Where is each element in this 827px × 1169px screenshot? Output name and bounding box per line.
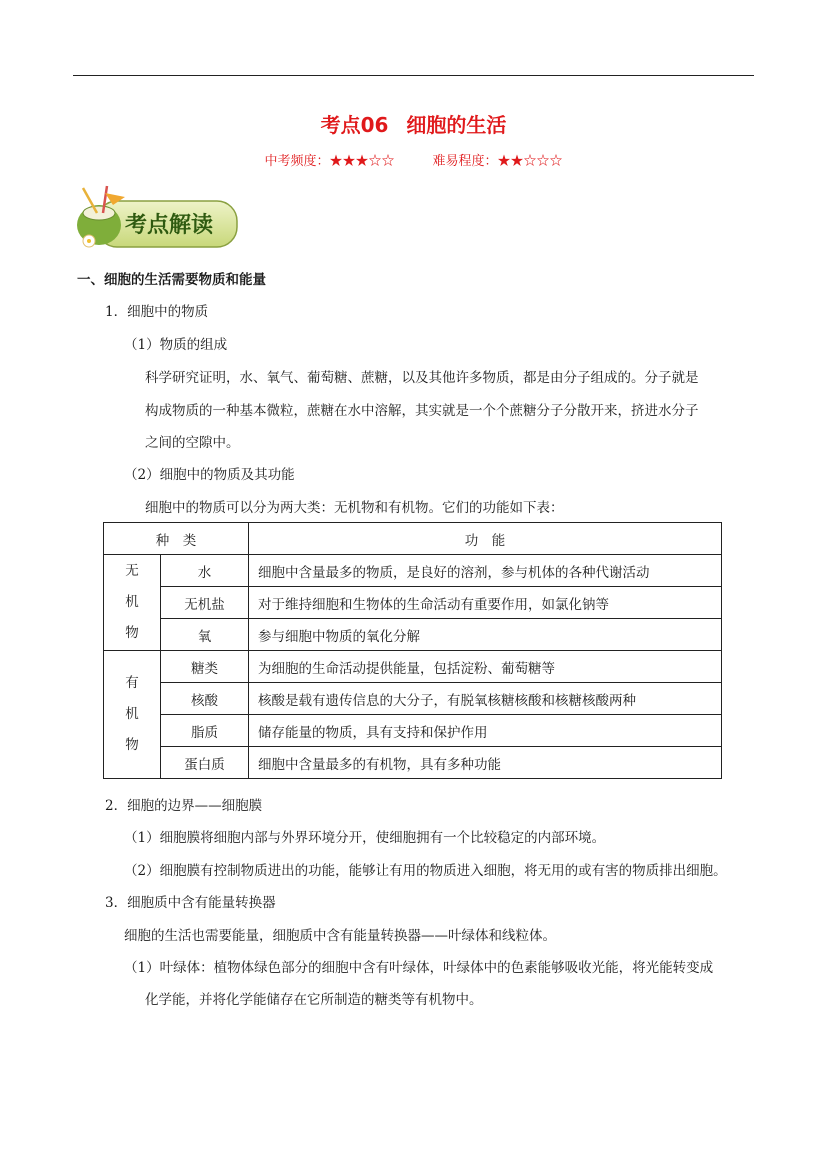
paragraph-line: （1）叶绿体：植物体绿色部分的细胞中含有叶绿体，叶绿体中的色素能够吸收光能，将光能转变成 <box>124 960 714 976</box>
paragraph-line: 之间的空隙中。 <box>145 435 240 451</box>
title-text: 细胞的生活 <box>406 113 507 137</box>
section-heading: 一、细胞的生活需要物质和能量 <box>77 272 266 288</box>
table-header-row <box>104 523 722 555</box>
frequency-rating: 中考频度：★★★☆☆ <box>264 154 395 169</box>
subsection-title: 1．细胞中的物质 <box>105 304 209 320</box>
paragraph-line: 细胞的生活也需要能量，细胞质中含有能量转换器——叶绿体和线粒体。 <box>124 928 556 944</box>
paragraph-line: 细胞中的物质可以分为两大类：无机物和有机物。它们的功能如下表： <box>145 500 564 516</box>
exam-point-badge <box>75 183 240 253</box>
group-label-inorganic: 无 机 物 <box>104 555 161 651</box>
substance-function: 对于维持细胞和生物体的生命活动有重要作用，如氯化钠等 <box>249 587 722 619</box>
substance-name: 核酸 <box>161 683 249 715</box>
substance-function: 储存能量的物质，具有支持和保护作用 <box>249 715 722 747</box>
group-label-organic: 有 机 物 <box>104 651 161 779</box>
substance-function: 为细胞的生命活动提供能量，包括淀粉、葡萄糖等 <box>249 651 722 683</box>
table-row <box>104 555 722 587</box>
title-number: 考点06 <box>320 113 389 137</box>
item-heading: （2）细胞中的物质及其功能 <box>124 467 295 483</box>
substance-function: 细胞中含量最多的有机物，具有多种功能 <box>249 747 722 779</box>
table-row <box>104 683 722 715</box>
substance-name: 糖类 <box>161 651 249 683</box>
substance-name: 蛋白质 <box>161 747 249 779</box>
substance-name: 氧 <box>161 619 249 651</box>
paragraph-line: （2）细胞膜有控制物质进出的功能，能够让有用的物质进入细胞，将无用的或有害的物质排出细胞。 <box>124 863 727 879</box>
item-heading: （1）物质的组成 <box>124 337 228 353</box>
header-rule <box>73 75 754 76</box>
difficulty-line <box>0 150 827 169</box>
paragraph-line: （1）细胞膜将细胞内部与外界环境分开，使细胞拥有一个比较稳定的内部环境。 <box>124 830 606 846</box>
subsection-title: 2．细胞的边界——细胞膜 <box>105 798 263 814</box>
subsection-title: 3．细胞质中含有能量转换器 <box>105 895 276 911</box>
page-title <box>0 109 827 138</box>
substance-name: 水 <box>161 555 249 587</box>
table-header-function: 功 能 <box>249 523 722 555</box>
substance-function: 细胞中含量最多的物质，是良好的溶剂，参与机体的各种代谢活动 <box>249 555 722 587</box>
substance-name: 无机盐 <box>161 587 249 619</box>
substance-function: 核酸是载有遗传信息的大分子，有脱氧核糖核酸和核糖核酸两种 <box>249 683 722 715</box>
table-header-type: 种 类 <box>104 523 249 555</box>
paragraph-line: 化学能，并将化学能储存在它所制造的糖类等有机物中。 <box>145 992 483 1008</box>
table-row <box>104 619 722 651</box>
badge-text: 考点解读 <box>125 212 214 238</box>
paragraph-line: 科学研究证明，水、氧气、葡萄糖、蔗糖，以及其他许多物质，都是由分子组成的。分子就是 <box>145 370 699 386</box>
table-row <box>104 587 722 619</box>
difficulty-rating: 难易程度：★★☆☆☆ <box>432 154 563 169</box>
table-row <box>104 715 722 747</box>
substance-function: 参与细胞中物质的氧化分解 <box>249 619 722 651</box>
paragraph-line: 构成物质的一种基本微粒，蔗糖在水中溶解，其实就是一个个蔗糖分子分散开来，挤进水分子 <box>145 403 699 419</box>
substance-table <box>103 522 722 779</box>
substance-name: 脂质 <box>161 715 249 747</box>
table-row <box>104 747 722 779</box>
table-row <box>104 651 722 683</box>
